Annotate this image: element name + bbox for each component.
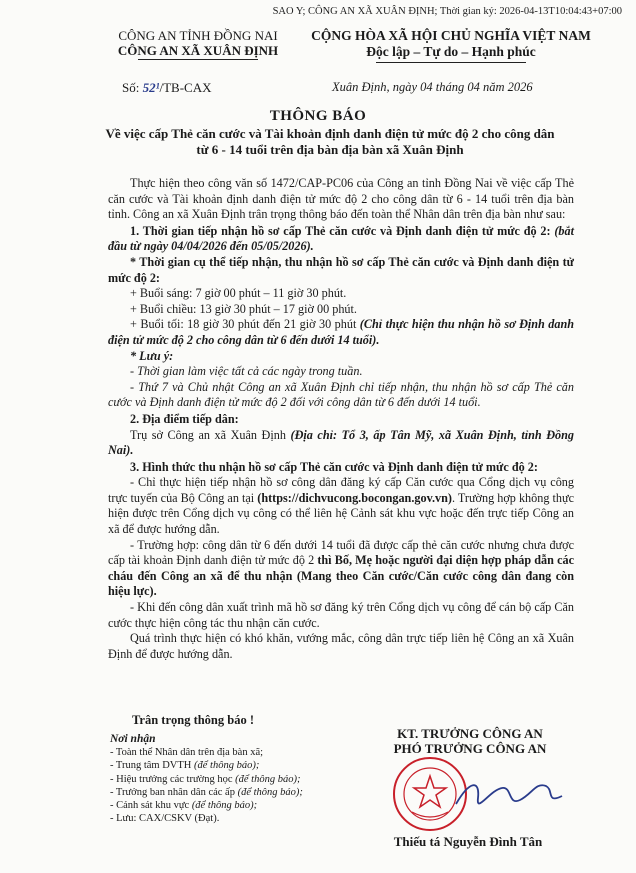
document-date: Xuân Định, ngày 04 tháng 04 năm 2026	[332, 80, 533, 94]
recipient-item: - Trưởng ban nhân dân các ấp (để thông báo);	[110, 786, 303, 798]
section-1-subheading: * Thời gian cụ thể tiếp nhận, thu nhận hồ sơ cấp Thẻ căn cước và Định danh điện tử mức độ 2:	[108, 254, 574, 285]
handwritten-signature-icon	[450, 770, 570, 820]
document-number: Số: 52¹/TB-CAX	[122, 80, 212, 95]
public-service-link[interactable]: (https://dichvucong.bocongan.gov.vn)	[257, 490, 452, 505]
recipients-list	[110, 733, 360, 825]
digital-copy-stamp: SAO Y; CÔNG AN XÃ XUÂN ĐỊNH; Thời gian ký: 2026-04-13T10:04:43+07:00	[272, 6, 622, 17]
nation-name: CỘNG HÒA XÃ HỘI CHỦ NGHĨA VIỆT NAM	[311, 28, 591, 43]
signature-title	[355, 726, 585, 756]
closing-paragraph: Quá trình thực hiện có khó khăn, vướng mắc, công dân trực tiếp liên hệ Công an xã Xuân Định để được hướng dẫn.	[108, 631, 574, 661]
recipient-item: - Lưu: CAX/CSKV (Đạt).	[110, 813, 220, 825]
document-title: THÔNG BÁO	[269, 108, 367, 124]
document-subtitle: Về việc cấp Thẻ căn cước và Tài khoản định danh điện tử mức độ 2 cho công dân từ 6 - 14 tuổi trên địa bàn địa bàn xã Xuân Định	[105, 126, 555, 157]
note-heading: * Lưu ý:	[130, 348, 174, 363]
hours-afternoon: + Buổi chiều: 13 giờ 30 phút – 17 giờ 00 phút.	[130, 301, 357, 316]
section-3-para-3: - Khi đến công dân xuất trình mã hồ sơ đăng ký trên Cổng dịch vụ công để cán bộ cấp Căn cước thực hiện công tác thu nhận căn cước.	[108, 600, 574, 630]
note-item-2: - Thứ 7 và Chủ nhật Công an xã Xuân Định chỉ tiếp nhận, thu nhận hồ sơ cấp Thẻ căn cước và Định danh điện tử mức độ 2 đối với công dân từ 6 đến dưới 14 tuổi.	[108, 379, 574, 410]
section-3-para-1: - Chỉ thực hiện tiếp nhận hồ sơ công dân đăng ký cấp Căn cước qua Cổng dịch vụ công trực tuyến của Bộ Công an tại (https://dichvucong.bocongan.gov.vn). Trường hợp không thực hiện được trên Cổng dịch vụ công có thể liên hệ Cảnh sát khu vực hoặc đến trực tiếp Công an xã để được hướng dẫn.	[108, 475, 574, 537]
document-body	[108, 176, 574, 662]
recipient-item: - Cảnh sát khu vực (để thông báo);	[110, 800, 258, 812]
national-motto: Độc lập – Tự do – Hạnh phúc	[366, 44, 536, 59]
authority-underline	[138, 59, 258, 60]
section-1: 1. Thời gian tiếp nhận hồ sơ cấp Thẻ căn cước và Định danh điện tử mức độ 2: (bắt đầu từ ngày 04/04/2026 đến 05/05/2026).	[108, 223, 574, 254]
issuing-authority	[98, 28, 298, 60]
motto-underline	[376, 62, 526, 63]
note-item-1: - Thời gian làm việc tất cả các ngày trong tuần.	[130, 364, 363, 379]
national-heading	[296, 28, 606, 63]
organization: CÔNG AN XÃ XUÂN ĐỊNH	[117, 43, 279, 58]
section-3-para-2: - Trường hợp: công dân từ 6 đến dưới 14 tuổi đã được cấp thẻ căn cước nhưng chưa được cấp tài khoản Định danh điện tử mức độ 2 thì Bố, Mẹ hoặc người đại diện hợp pháp dẫn các cháu đến Công an xã để thu nhận (Mang theo Căn cước/Căn cước công dân đang còn hiệu lực).	[108, 537, 574, 599]
section-3-title: 3. Hình thức thu nhận hồ sơ cấp Thẻ căn cước và Định danh điện tử mức độ 2:	[130, 459, 538, 474]
hours-morning: + Buổi sáng: 7 giờ 00 phút – 11 giờ 30 phút.	[130, 286, 347, 301]
handwritten-number: 52¹	[142, 80, 160, 95]
signature-line-2: PHÓ TRƯỞNG CÔNG AN	[393, 741, 547, 756]
closing-salutation: Trân trọng thông báo !	[132, 713, 255, 727]
parent-organization: CÔNG AN TỈNH ĐỒNG NAI	[118, 28, 278, 43]
intro-paragraph: Thực hiện theo công văn số 1472/CAP-PC06 của Công an tỉnh Đồng Nai về việc cấp Thẻ căn cước và Tài khoản định danh điện tử mức độ 2 cho công dân từ 6 - 14 tuổi trên địa bàn tỉnh. Công an xã Xuân Định trân trọng thông báo đến toàn thể Nhân dân trên địa bàn như sau:	[108, 176, 574, 222]
section-2-title: 2. Địa điểm tiếp dân:	[130, 411, 239, 426]
recipient-item: - Hiệu trưởng các trường học (để thông báo);	[110, 773, 301, 785]
section-2-text: Trụ sở Công an xã Xuân Định (Địa chỉ: Tổ 3, ấp Tân Mỹ, xã Xuân Định, tỉnh Đồng Nai).	[108, 427, 575, 458]
signer-name: Thiếu tá Nguyễn Đình Tân	[393, 834, 543, 849]
signature-line-1: KT. TRƯỞNG CÔNG AN	[397, 726, 543, 741]
recipient-item: - Trung tâm DVTH (để thông báo);	[110, 760, 260, 772]
recipient-item: - Toàn thể Nhân dân trên địa bàn xã;	[110, 747, 264, 759]
recipients-heading: Nơi nhận	[110, 733, 156, 745]
hours-evening: + Buổi tối: 18 giờ 30 phút đến 21 giờ 30 phút (Chỉ thực hiện thu nhận hồ sơ Định danh điện tử mức độ 2 cho công dân từ 6 đến dưới 14 tuổi).	[108, 317, 575, 347]
